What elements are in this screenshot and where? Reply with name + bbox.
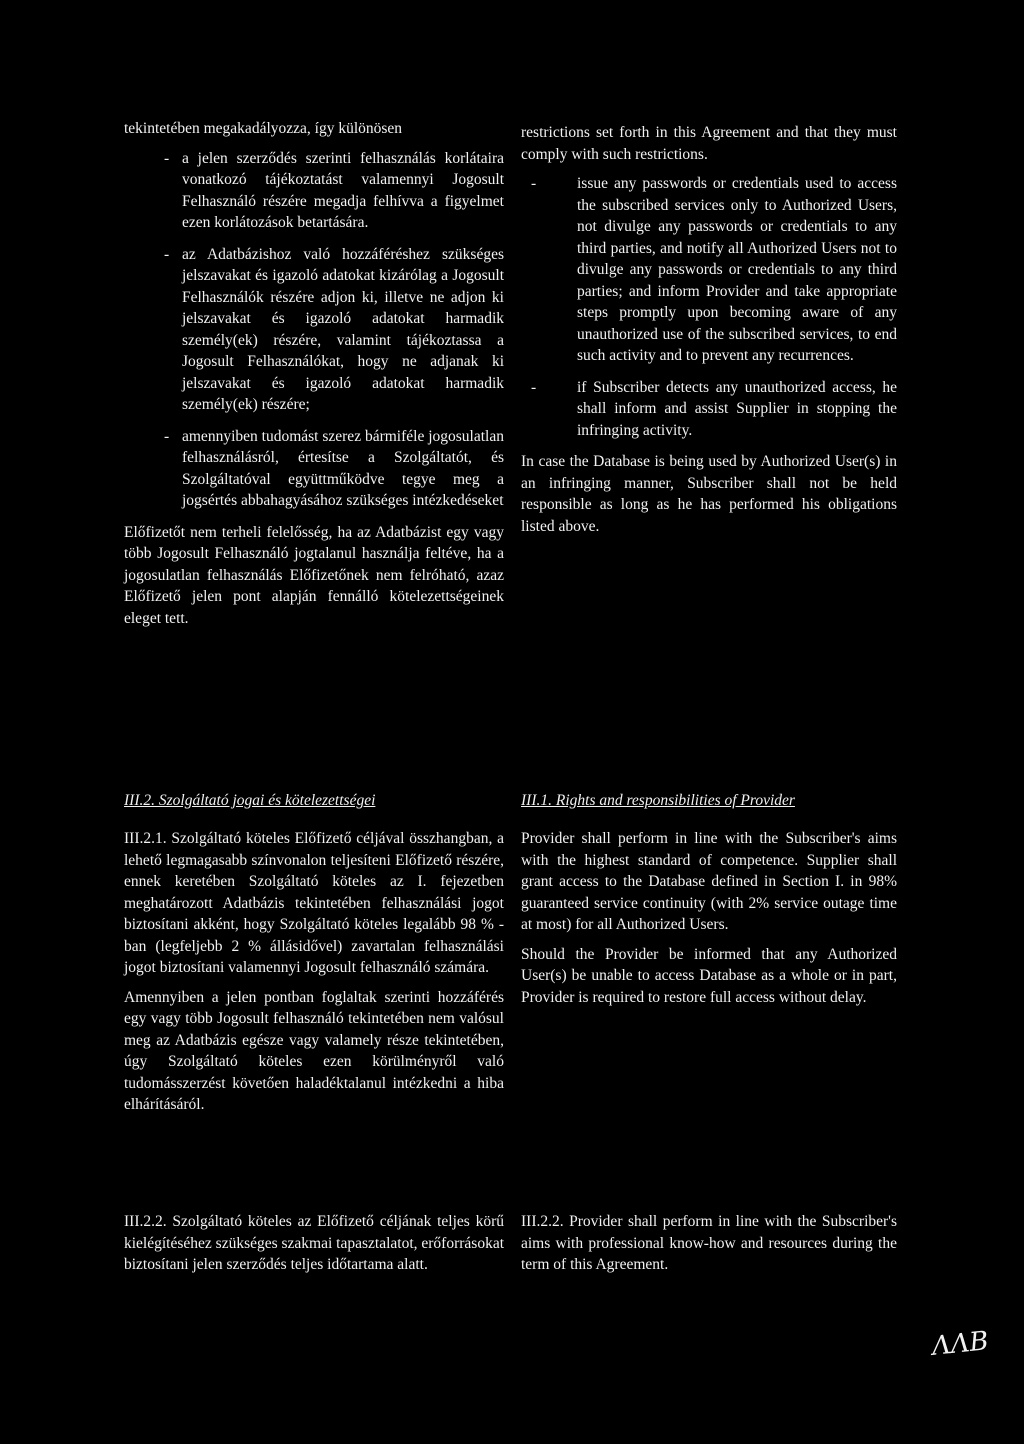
right-clause-321: Provider shall perform in line with the Subscriber's aims with the highest standard of competence. Supplier shall grant access to the Database defined in Section I. in 98% guaranteed service continuity (with 2% service outage time at most) for all Authorized Users. <box>521 830 897 933</box>
right-clause-321-b: Should the Provider be informed that any Authorized User(s) be unable to access Database as a whole or in part, Provider is required to restore full access without delay. <box>521 945 897 1006</box>
bullet-text: amennyiben tudomást szerez bármiféle jogosulatlan felhasználásról, értesítse a Szolgáltatót, és Szolgáltatóval együttműködve tegye meg a jogsértés abbahagyásához szükséges intézkedéseket <box>182 427 504 509</box>
bullet-text: issue any passwords or credentials used to access the subscribed services only to Authorized Users, not divulge any passwords or credentials to any third parties, and notify all Authorized Users not to divulge any passwords or credentials to any third parties; and inform Provider and take appropriate steps promptly upon becoming aware of any unauthorized use of the subscribed services, to end such activity and to prevent any recurrences. <box>577 175 897 364</box>
left-clause-321: III.2.1. Szolgáltató köteles Előfizető céljával összhangban, a lehető legmagasabb színvonalon teljesíteni Előfizető részére, ennek keretében Szolgáltató köteles az I. fejezetben meghatározott Adatbázis tekintetében felhasználási jogot biztosítani akként, hogy Szolgáltató köteles legalább 98 % -ban (legfeljebb 2 % állásidővel) zavartalan felhasználási jogot biztosítani valamennyi Jogosult felhasználó számára. <box>124 830 504 976</box>
right-liability-paragraph: In case the Database is being used by Authorized User(s) in an infringing manner, Subscriber shall not be held responsible as long as he has performed his obligations listed above. <box>521 453 897 535</box>
right-clause-322: III.2.2. Provider shall perform in line with the Subscriber's aims with professional know-how and resources during the term of this Agreement. <box>521 1213 897 1273</box>
bullet-text: az Adatbázishoz való hozzáféréshez szükséges jelszavakat és igazoló adatokat kizárólag a Jogosult Felhasználók részére adjon ki, illetve ne adjon ki jelszavakat és igazoló adatokat harmadik személy(ek) részére, valamint tájékoztassa a Jogosult Felhasználókat, hogy ne adjanak ki jelszavakat és igazoló adatokat harmadik személy(ek) részére; <box>182 245 504 413</box>
right-bullet-1 <box>531 173 897 367</box>
left-section-322 <box>124 1211 504 1276</box>
right-section-heading: III.1. Rights and responsibilities of Provider <box>521 792 795 809</box>
left-bullet-list <box>124 148 504 512</box>
right-top-section <box>521 122 897 537</box>
left-intro: tekintetében megakadályozza, így különösen <box>124 120 403 137</box>
right-section-heading-block <box>521 790 897 812</box>
right-section-322 <box>521 1211 897 1276</box>
left-liability-paragraph: Előfizetőt nem terheli felelősség, ha az Adatbázist egy vagy több Jogosult Felhasználó jogtalanul használja feltéve, ha a jogosulatlan felhasználás Előfizetőnek nem felróható, azaz Előfizető jelen pont alapján fennálló kötelezettségeinek eleget tett. <box>124 523 504 627</box>
left-section-heading-block <box>124 790 504 812</box>
right-bullet-2 <box>531 377 897 442</box>
left-clause-321-b: Amennyiben a jelen pontban foglaltak szerinti hozzáférés egy vagy több Jogosult felhasználó tekintetében nem valósul meg az Adatbázis egésze vagy valamely része tekintetében, úgy Szolgáltató köteles ezen körülményről való tudomásszerzést követően haladéktalanul intézkedni a hiba elhárításáról. <box>124 988 504 1113</box>
bullet-dash: - <box>164 427 170 445</box>
right-section-321 <box>521 828 897 1008</box>
left-bullet-3 <box>164 426 504 512</box>
left-top-section <box>124 118 504 629</box>
right-intro: restrictions set forth in this Agreement and that they must comply with such restrictions. <box>521 124 897 163</box>
left-bullet-2 <box>164 244 504 416</box>
right-bullet-list <box>521 173 897 441</box>
bullet-text: a jelen szerződés szerinti felhasználás korlátaira vonatkozó tájékoztatást valamennyi Jogosult Felhasználó részére megadja felhívva a figyelmet ezen korlátozások betartására. <box>182 149 504 231</box>
left-section-heading: III.2. Szolgáltató jogai és kötelezettségei <box>124 792 376 809</box>
left-section-321 <box>124 828 504 1116</box>
left-bullet-1 <box>164 148 504 234</box>
bullet-dash: - <box>531 175 537 192</box>
signature-initials: ΛΛB <box>930 1326 991 1362</box>
bullet-dash: - <box>531 378 537 396</box>
bullet-text: if Subscriber detects any unauthorized access, he shall inform and assist Supplier in stopping the infringing activity. <box>577 378 897 439</box>
bullet-dash: - <box>164 149 170 167</box>
bullet-dash: - <box>164 245 170 263</box>
left-clause-322: III.2.2. Szolgáltató köteles az Előfizető céljának teljes körű kielégítéséhez szükséges szakmai tapasztalatot, erőforrásokat biztosítani jelen szerződés teljes időtartama alatt. <box>124 1213 505 1273</box>
